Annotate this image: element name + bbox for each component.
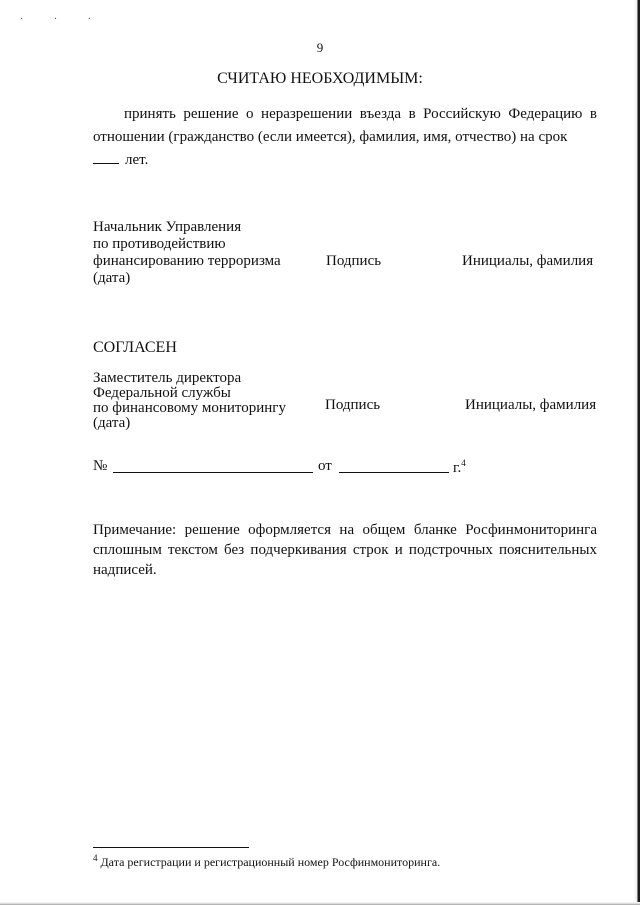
signatory1-signature-label: Подпись — [326, 253, 382, 269]
scan-right-edge — [634, 0, 640, 905]
decision-term — [93, 149, 148, 169]
signatory1-block — [93, 219, 281, 287]
signatory1-line4: (дата) — [93, 270, 131, 286]
decision-paragraph: принять решение о неразрешении въезда в Российскую Федерацию в отношении (гражданство (если имеется), фамилия, имя, отчество) на срок — [93, 106, 597, 145]
signatory1-line2: по противодействию — [93, 236, 226, 252]
scan-specks: · · · — [20, 14, 105, 25]
signatory2-line1: Заместитель директора — [93, 370, 242, 386]
registration-date-line — [339, 458, 449, 473]
footnote-separator — [93, 847, 249, 848]
registration-footnote-ref: 4 — [461, 458, 466, 468]
signatory1-initials-label: Инициалы, фамилия — [462, 253, 594, 269]
note-paragraph: Примечание: решение оформляется на общем бланке Росфинмониторинга сплошным текстом без подчеркивания строк и подстрочных пояснительных надписей. — [93, 522, 597, 578]
registration-year-label: г. — [453, 460, 462, 476]
agreed-label: СОГЛАСЕН — [93, 339, 177, 356]
signatory2-initials-label: Инициалы, фамилия — [465, 397, 597, 413]
signatory2-block — [93, 371, 286, 431]
registration-year — [453, 458, 466, 477]
registration-number-line — [113, 458, 313, 473]
page-heading: СЧИТАЮ НЕОБХОДИМЫМ: — [217, 70, 423, 87]
registration-from-label: от — [318, 458, 332, 474]
signatory2-line4: (дата) — [93, 415, 131, 431]
term-blank-line — [93, 149, 119, 164]
term-suffix: лет. — [125, 152, 149, 168]
footnote-text: Дата регистрации и регистрационный номер Росфинмониторинга. — [100, 855, 441, 869]
signatory1-line3: финансированию терроризма — [93, 253, 281, 269]
footnote-mark: 4 — [93, 853, 98, 863]
signatory2-line2: Федеральной службы — [93, 385, 231, 401]
signatory2-line3: по финансовому мониторингу — [93, 400, 286, 416]
footnote — [93, 853, 440, 870]
signatory1-line1: Начальник Управления — [93, 219, 242, 235]
signatory2-signature-label: Подпись — [325, 397, 381, 413]
registration-number-sign: № — [93, 458, 108, 474]
page-number: 9 — [316, 40, 324, 55]
